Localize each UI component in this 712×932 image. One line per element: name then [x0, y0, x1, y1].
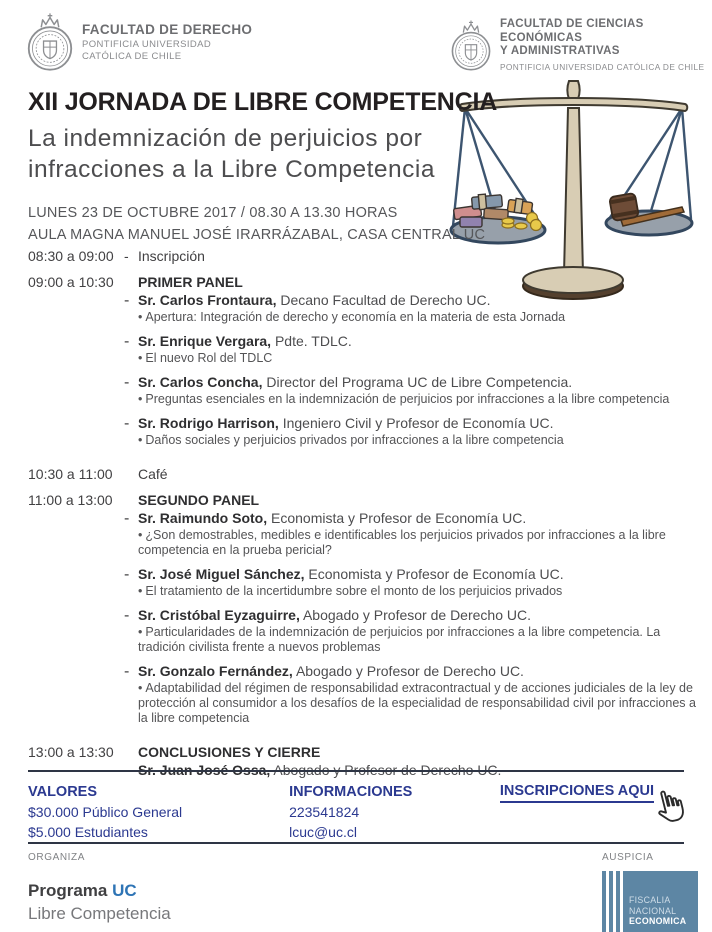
- bullet: •: [138, 351, 143, 365]
- schedule-row-cafe: [28, 466, 700, 482]
- inscriptions-link[interactable]: INSCRIPCIONES AQUI: [500, 783, 654, 803]
- speaker-name: Sr. Cristóbal Eyzaguirre,: [138, 607, 300, 623]
- fiscalia-nacional-economica-logo: [602, 871, 698, 932]
- fne-stripe: [609, 871, 613, 932]
- speaker-name: Sr. Carlos Concha,: [138, 374, 263, 390]
- dash: -: [124, 248, 129, 264]
- footer-info: [28, 782, 684, 842]
- speaker-role: Pdte. TDLC.: [274, 333, 352, 349]
- panel-title: PRIMER PANEL: [138, 274, 243, 290]
- price-general: $30.000 Público General: [28, 804, 183, 820]
- speaker-role: Abogado y Profesor de Derecho UC.: [273, 762, 502, 778]
- valores-block: [28, 782, 289, 842]
- informaciones-heading: INFORMACIONES: [289, 784, 413, 800]
- uc-crest-icon: [450, 19, 492, 72]
- speaker-name: Sr. Rodrigo Harrison,: [138, 415, 279, 431]
- speaker-entry: [124, 566, 700, 599]
- valores-heading: VALORES: [28, 784, 98, 800]
- time-slot: 11:00 a 13:00: [28, 492, 113, 508]
- event-venue: AULA MAGNA MANUEL JOSÉ IRARRÁZABAL, CASA CENTRAL UC: [28, 227, 486, 243]
- dash: -: [124, 762, 130, 779]
- fne-stripe: [602, 871, 606, 932]
- dash: -: [124, 292, 130, 309]
- logo-subtitle-line: CATÓLICA DE CHILE: [82, 50, 182, 62]
- subtitle-line: infracciones a la Libre Competencia: [28, 156, 435, 183]
- speaker-entry: [124, 607, 700, 655]
- speaker-role: Abogado y Profesor de Derecho UC.: [295, 663, 524, 679]
- logo-title-line: FACULTAD DE CIENCIAS ECONÓMICAS: [500, 18, 644, 44]
- facultad-economia-logo: [450, 18, 712, 73]
- time-slot: 10:30 a 11:00: [28, 466, 113, 482]
- panel-title: CONCLUSIONES Y CIERRE: [138, 744, 321, 760]
- speaker-entry: [124, 510, 700, 558]
- logo-subtitle: PONTIFICIA UNIVERSIDAD CATÓLICA DE CHILE: [500, 61, 705, 72]
- logo-subtitle-line: PONTIFICIA UNIVERSIDAD: [82, 38, 212, 50]
- informaciones-block: [289, 782, 500, 842]
- logo-title: FACULTAD DE DERECHO: [82, 21, 253, 37]
- event-date: LUNES 23 DE OCTUBRE 2017 / 08.30 A 13.30 HORAS: [28, 205, 398, 221]
- bullet: •: [138, 584, 143, 598]
- bullet: •: [138, 681, 143, 695]
- speaker-role: Economista y Profesor de Economía UC.: [308, 566, 564, 582]
- speaker-role: Ingeniero Civil y Profesor de Economía UC.: [282, 415, 554, 431]
- auspicia-label: AUSPICIA: [602, 852, 654, 863]
- phone-number: 223541824: [289, 804, 360, 820]
- speaker-name: Sr. Gonzalo Fernández,: [138, 663, 293, 679]
- organiza-label: ORGANIZA: [28, 852, 86, 863]
- talk-topic: ¿Son demostrables, medibles e identificables los perjuicios privados por infracciones a la libre competencia en la prueba pericial?: [138, 528, 666, 557]
- speaker-entry: [124, 415, 700, 448]
- programa-uc-logo: Programa UC: [28, 881, 137, 900]
- speaker-entry: [124, 663, 700, 726]
- time-slot: 08:30 a 09:00: [28, 248, 114, 264]
- speaker-entry: [124, 374, 700, 407]
- talk-topic: Adaptabilidad del régimen de responsabilidad extracontractual y de acciones judiciales de la ley de protección al consumidor a los desafíos de la especialidad de responsabilidad civil por infracciones a la libre competencia: [138, 681, 696, 725]
- organiza-block: [28, 852, 171, 924]
- programa-uc-logo-line2: Libre Competencia: [28, 904, 171, 923]
- fne-logo-line: ECONOMICA: [629, 916, 687, 926]
- activity-label: Café: [138, 466, 168, 482]
- fne-logo-line: NACIONAL: [629, 905, 677, 916]
- bullet: •: [138, 528, 143, 542]
- time-slot: 09:00 a 10:30: [28, 274, 114, 290]
- speaker-role: Economista y Profesor de Economía UC.: [271, 510, 527, 526]
- logo-title-line: Y ADMINISTRATIVAS: [500, 45, 620, 57]
- talk-topic: Daños sociales y perjuicios privados por infracciones a la libre competencia: [145, 433, 564, 447]
- click-hand-icon: [650, 787, 686, 827]
- uc-accent: UC: [112, 881, 137, 900]
- dash: -: [124, 333, 130, 350]
- bullet: •: [138, 433, 143, 447]
- fne-stripe: [616, 871, 620, 932]
- contact-email: lcuc@uc.cl: [289, 824, 357, 840]
- talk-topic: Preguntas esenciales en la indemnización de perjuicios por infracciones a la libre competencia: [145, 392, 670, 406]
- dash: -: [124, 607, 130, 624]
- dash: -: [124, 415, 130, 432]
- talk-topic: Apertura: Integración de derecho y economía en la materia de esta Jornada: [145, 310, 566, 324]
- speaker-role: Abogado y Profesor de Derecho UC.: [302, 607, 531, 623]
- page-title: XII JORNADA DE LIBRE COMPETENCIA: [28, 88, 498, 116]
- dash: -: [124, 566, 130, 583]
- bullet: •: [138, 625, 143, 639]
- dash: -: [124, 510, 130, 527]
- bullet: •: [138, 392, 143, 406]
- dash: -: [124, 374, 130, 391]
- speaker-name: Sr. Enrique Vergara,: [138, 333, 272, 349]
- auspicia-block: [602, 852, 698, 932]
- schedule-row-primer-panel: [28, 274, 700, 456]
- talk-topic: El nuevo Rol del TDLC: [145, 351, 273, 365]
- talk-topic: Particularidades de la indemnización de perjuicios por infracciones a la libre competencia. La tradición civilista frente a nuevos problemas: [138, 625, 661, 654]
- speaker-role: Decano Facultad de Derecho UC.: [280, 292, 491, 308]
- subtitle-line: La indemnización de perjuicios por: [28, 125, 423, 152]
- price-students: $5.000 Estudiantes: [28, 824, 148, 840]
- speaker-name: Sr. Carlos Frontaura,: [138, 292, 277, 308]
- time-slot: 13:00 a 13:30: [28, 744, 114, 760]
- speaker-entry: [124, 292, 700, 325]
- facultad-derecho-logo: [26, 12, 252, 72]
- speaker-name: Sr. José Miguel Sánchez,: [138, 566, 305, 582]
- activity-label: Inscripción: [138, 248, 205, 264]
- bullet: •: [138, 310, 143, 324]
- talk-topic: El tratamiento de la incertidumbre sobre el monto de los perjuicios privados: [145, 584, 563, 598]
- dash: -: [124, 663, 130, 680]
- fne-logo-line: FISCALIA: [629, 895, 671, 905]
- schedule-row-inscripcion: [28, 248, 700, 264]
- speaker-name: Sr. Juan José Ossa,: [138, 762, 271, 778]
- speaker-entry: [124, 333, 700, 366]
- divider: [28, 842, 684, 844]
- speaker-role: Director del Programa UC de Libre Competencia.: [266, 374, 573, 390]
- uc-crest-icon: [26, 12, 74, 72]
- schedule: [28, 248, 700, 798]
- panel-title: SEGUNDO PANEL: [138, 492, 260, 508]
- divider: [28, 770, 684, 772]
- speaker-name: Sr. Raimundo Soto,: [138, 510, 268, 526]
- schedule-row-segundo-panel: [28, 492, 700, 734]
